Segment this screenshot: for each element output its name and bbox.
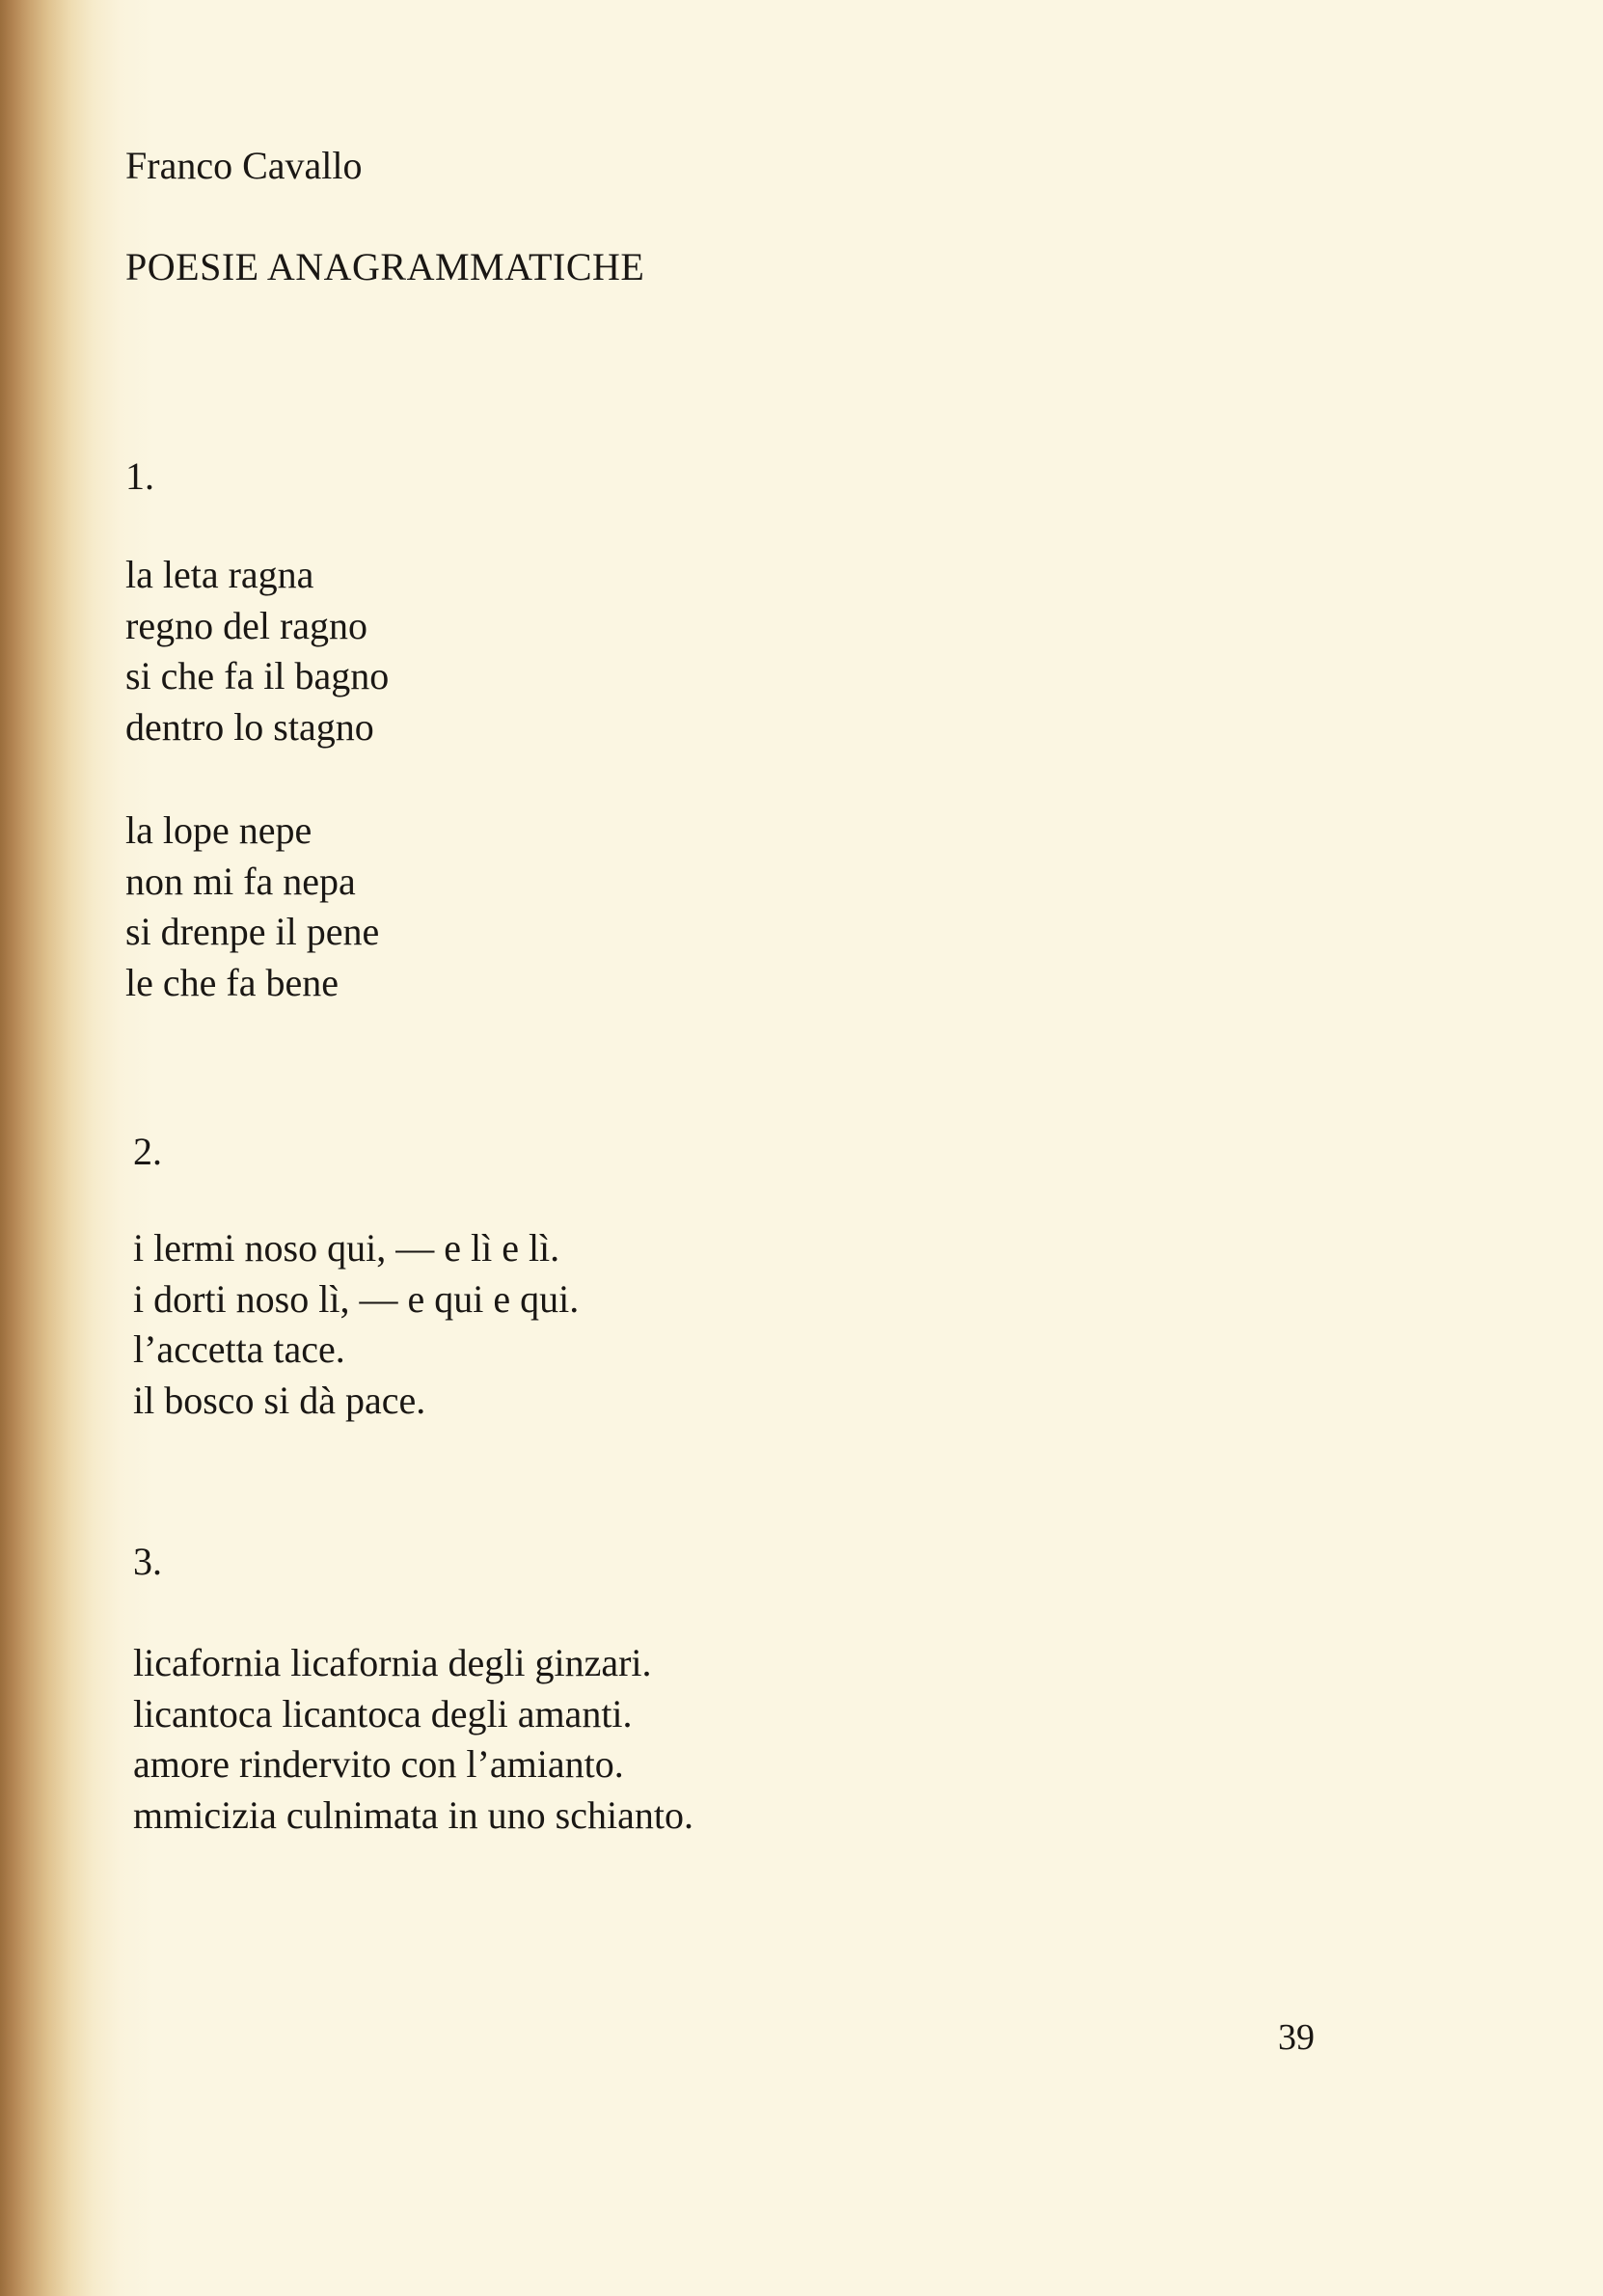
poem-line: licantoca licantoca degli amanti. [133, 1691, 633, 1736]
poem-line: i lermi noso qui, — e lì e lì. [133, 1226, 560, 1270]
page-number: 39 [1278, 2017, 1315, 2058]
poem-number: 2. [133, 1130, 162, 1173]
poem-line: amore rindervito con l’amianto. [133, 1742, 624, 1786]
poem-line: mmicizia culnimata in uno schianto. [133, 1792, 693, 1837]
poem-line: dentro lo stagno [125, 704, 374, 749]
poem-line: i dorti noso lì, — e qui e qui. [133, 1276, 580, 1321]
poem-line: la leta ragna [125, 553, 314, 596]
author-name: Franco Cavallo [125, 144, 363, 187]
page-title: POESIE ANAGRAMMATICHE [125, 245, 645, 288]
poem-number: 3. [133, 1540, 162, 1583]
poem-line: il bosco si dà pace. [133, 1378, 426, 1422]
poem-stanza [133, 1223, 579, 1426]
poem-line: si drenpe il pene [125, 910, 380, 953]
poem-line: le che fa bene [125, 960, 339, 1004]
poem-line: licafornia licafornia degli ginzari. [133, 1641, 652, 1684]
poem-line: non mi fa nepa [125, 859, 356, 903]
poem-stanza [125, 806, 379, 1008]
poem-line: regno del ragno [125, 603, 368, 647]
poem-line: la lope nepe [125, 808, 312, 852]
poem-number: 1. [125, 454, 154, 498]
poem-line: si che fa il bagno [125, 654, 390, 697]
poem-stanza [133, 1638, 693, 1841]
poem-line: l’accetta tace. [133, 1327, 345, 1371]
poem-stanza [125, 550, 389, 752]
